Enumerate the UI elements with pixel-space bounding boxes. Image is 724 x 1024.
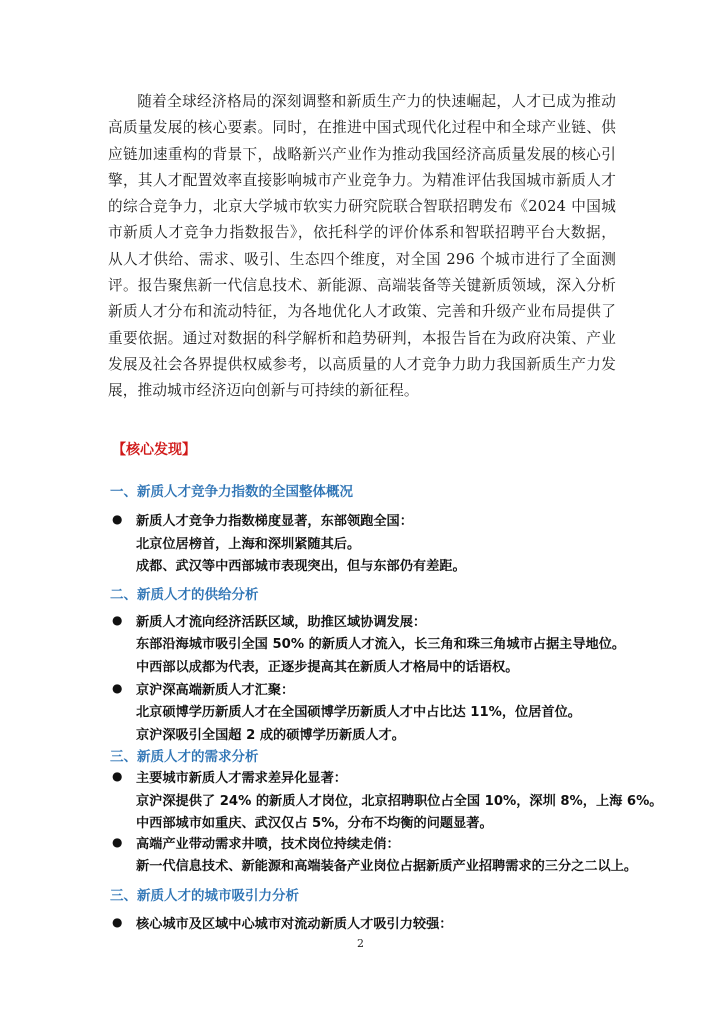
- bullet-icon: ●: [112, 769, 123, 783]
- finding-title: 核心城市及区域中心城市对流动新质人才吸引力较强：: [136, 917, 453, 932]
- page-number: 2: [357, 937, 364, 950]
- finding-title: 主要城市新质人才需求差异化显著：: [136, 771, 347, 786]
- finding-title: 新质人才竞争力指数梯度显著，东部领跑全国：: [136, 514, 413, 529]
- finding-line: 中西部以成都为代表，正逐步提高其在新质人才格局中的话语权。: [136, 660, 519, 675]
- finding-line: 新一代信息技术、新能源和高端装备产业岗位占据新质产业招聘需求的三分之二以上。: [136, 859, 638, 874]
- section-heading-supply: 二、新质人才的供给分析: [110, 587, 259, 603]
- finding-line: 东部沿海城市吸引全国 50% 的新质人才流入，长三角和珠三角城市占据主导地位。: [136, 637, 626, 652]
- finding-line: 北京位居榜首，上海和深圳紧随其后。: [136, 537, 361, 552]
- finding-title: 新质人才流向经济活跃区域，助推区域协调发展：: [136, 615, 427, 630]
- finding-line: 中西部城市如重庆、武汉仅占 5%，分布不均衡的问题显著。: [136, 816, 493, 831]
- bullet-icon: ●: [112, 512, 123, 526]
- section-heading-overview: 一、新质人才竞争力指数的全国整体概况: [110, 484, 353, 500]
- finding-line: 京沪深提供了 24% 的新质人才岗位，北京招聘职位占全国 10%，深圳 8%，上海 6%。: [136, 794, 663, 809]
- finding-title: 高端产业带动需求井喷，技术岗位持续走俏：: [136, 837, 400, 852]
- finding-line: 成都、武汉等中西部城市表现突出，但与东部仍有差距。: [136, 559, 466, 574]
- finding-line: 京沪深吸引全国超 2 成的硕博学历新质人才。: [136, 728, 405, 743]
- section-heading-attraction: 三、新质人才的城市吸引力分析: [110, 888, 299, 904]
- finding-title: 京沪深高端新质人才汇聚：: [136, 683, 295, 698]
- intro-paragraph: 随着全球经济格局的深刻调整和新质生产力的快速崛起，人才已成为推动高质量发展的核心要素。同时，在推进中国式现代化过程中和全球产业链、供应链加速重构的背景下，战略新兴产业作为推动我国经济高质量发展的核心引擎，其人才配置效率直接影响城市产业竞争力。为精准评估我国城市新质人才的综合竞争力，北京大学城市软实力研究院联合智联招聘发布《2024 中国城市新质人才竞争力指数报告》，依托科学的评价体系和智联招聘平台大数据，从人才供给、需求、吸引、生态四个维度，对全国 296 个城市进行了全面测评。报告聚焦新一代信息技术、新能源、高端装备等关键新质领域，深入分析新质人才分布和流动特征，为各地优化人才政策、完善和升级产业布局提供了重要依据。通过对数据的科学解析和趋势研判，本报告旨在为政府决策、产业发展及社会各界提供权威参考，以高质量的人才竞争力助力我国新质生产力发展，推动城市经济迈向创新与可持续的新征程。: [108, 93, 616, 400]
- bullet-icon: ●: [112, 835, 123, 849]
- bullet-icon: ●: [112, 681, 123, 695]
- bullet-icon: ●: [112, 613, 123, 627]
- finding-line: 北京硕博学历新质人才在全国硕博学历新质人才中占比达 11%，位居首位。: [136, 705, 581, 720]
- core-findings-title: 【核心发现】: [112, 442, 196, 458]
- section-heading-demand: 三、新质人才的需求分析: [110, 749, 259, 765]
- bullet-icon: ●: [112, 915, 123, 929]
